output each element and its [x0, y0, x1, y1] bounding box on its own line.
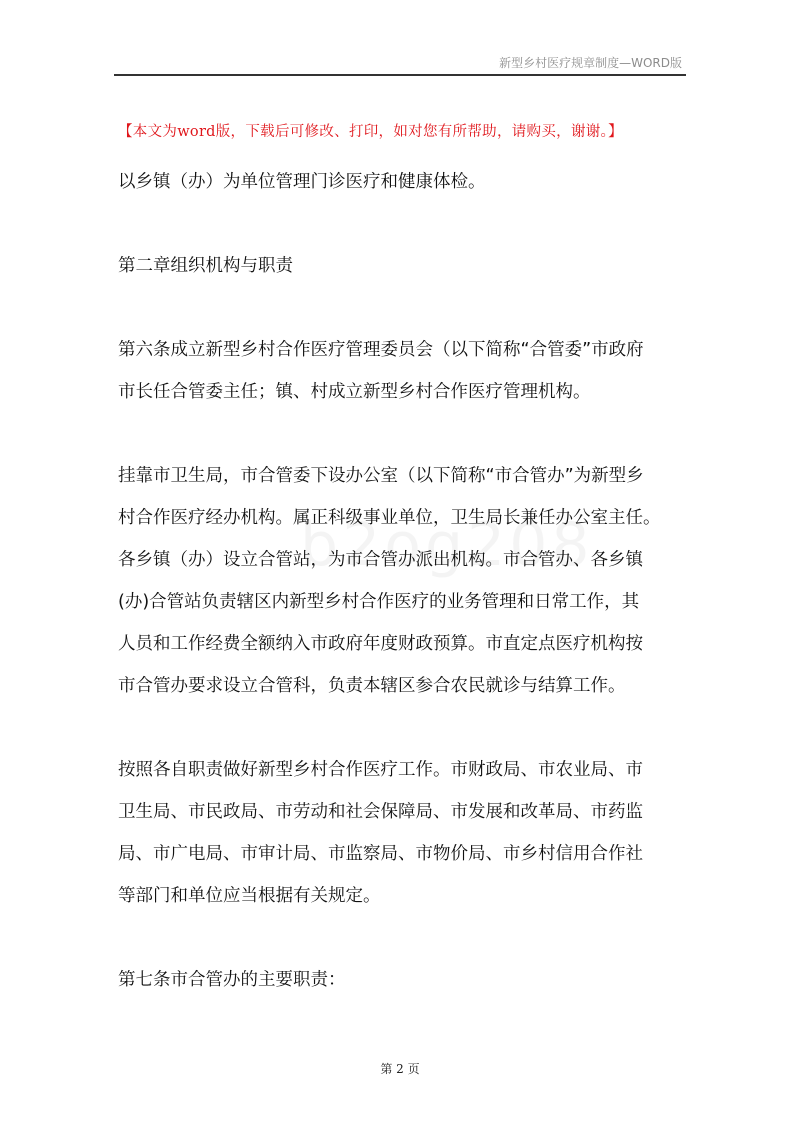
text-line: 卫生局、市民政局、市劳动和社会保障局、市发展和改革局、市药监 — [118, 802, 643, 822]
paragraph — [118, 959, 684, 1001]
paragraph — [118, 329, 684, 413]
paragraph — [118, 161, 684, 203]
paragraph — [118, 749, 684, 917]
text-line: 按照各自职责做好新型乡村合作医疗工作。市财政局、市农业局、市 — [118, 760, 643, 780]
page-number: 第 2 页 — [380, 1062, 420, 1076]
paragraph — [118, 455, 684, 707]
text-line: 第六条成立新型乡村合作医疗管理委员会（以下简称“合管委”市政府 — [118, 340, 644, 360]
text-line: 市合管办要求设立合管科，负责本辖区参合农民就诊与结算工作。 — [118, 676, 626, 696]
text-line: 局、市广电局、市审计局、市监察局、市物价局、市乡村信用合作社 — [118, 844, 643, 864]
text-line: 第二章组织机构与职责 — [118, 256, 293, 276]
text-line: 人员和工作经费全额纳入市政府年度财政预算。市直定点医疗机构按 — [118, 634, 643, 654]
header-title: 新型乡村医疗规章制度—WORD版 — [499, 56, 682, 70]
text-line: 市长任合管委主任；镇、村成立新型乡村合作医疗管理机构。 — [118, 382, 591, 402]
text-line: 等部门和单位应当根据有关规定。 — [118, 886, 381, 906]
text-line: 村合作医疗经办机构。属正科级事业单位，卫生局长兼任办公室主任。 — [118, 508, 661, 528]
header-divider — [114, 74, 686, 76]
chapter-heading — [118, 245, 684, 287]
text-line: 以乡镇（办）为单位管理门诊医疗和健康体检。 — [118, 172, 486, 192]
text-line: (办)合管站负责辖区内新型乡村合作医疗的业务管理和日常工作，其 — [118, 592, 640, 612]
text-line: 各乡镇（办）设立合管站，为市合管办派出机构。市合管办、各乡镇 — [118, 550, 643, 570]
purchase-notice: 【本文为word版，下载后可修改、打印，如对您有所帮助，请购买，谢谢。】 — [118, 124, 623, 140]
text-line: 第七条市合管办的主要职责： — [118, 970, 346, 990]
text-line: 挂靠市卫生局，市合管委下设办公室（以下简称“市合管办”为新型乡 — [118, 466, 644, 486]
